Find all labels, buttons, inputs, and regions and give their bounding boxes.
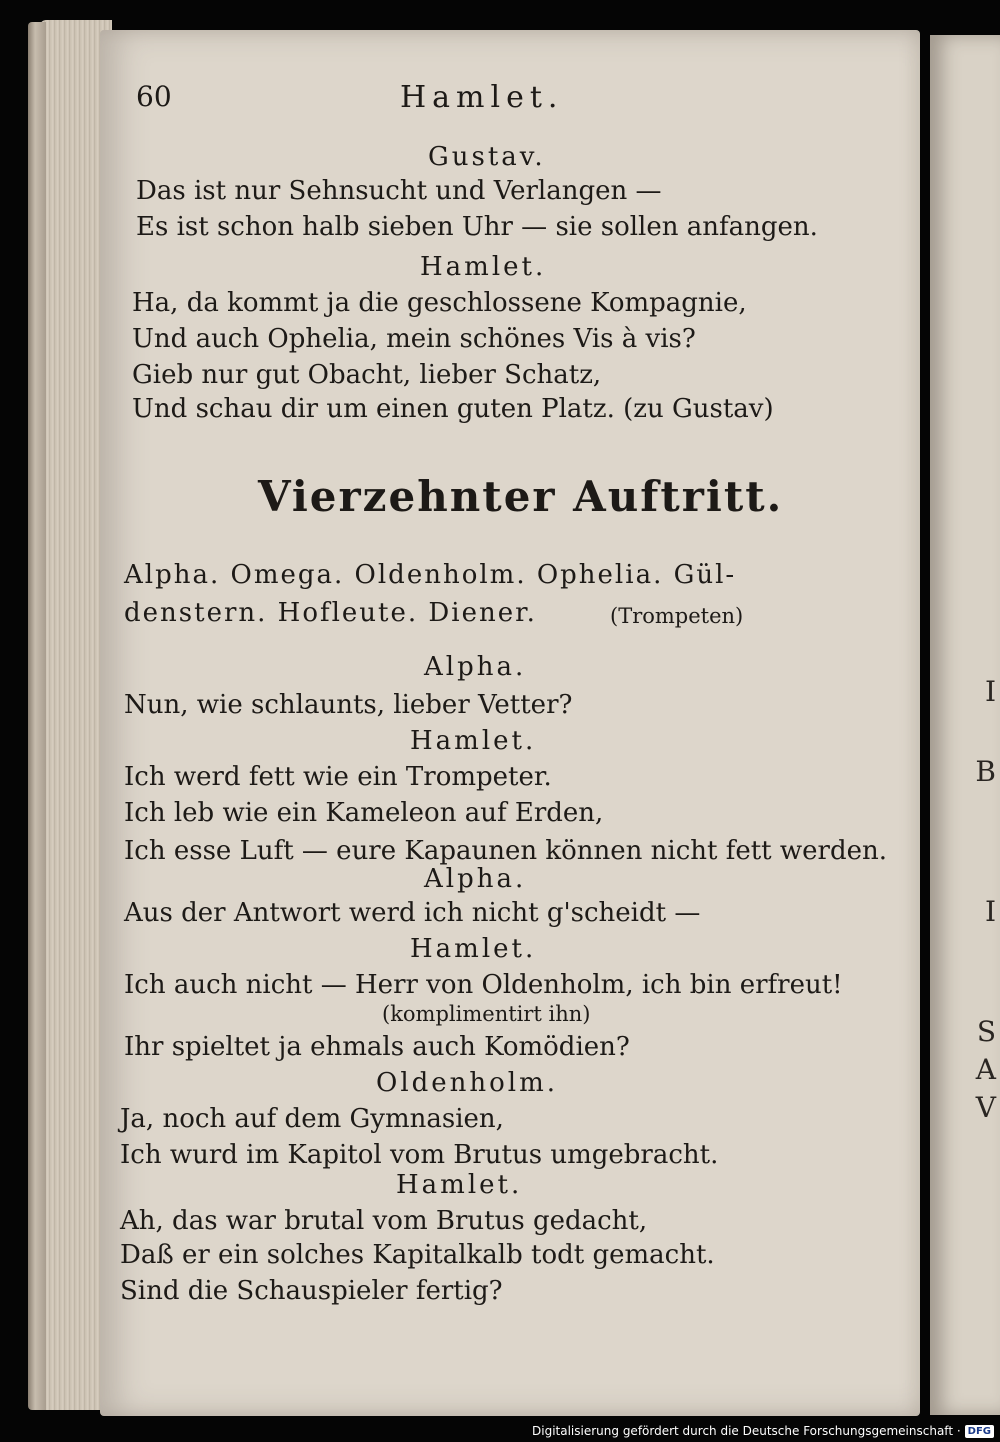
verse-line: Ihr spieltet ja ehmals auch Komödien? — [124, 1032, 630, 1062]
next-page-fragment: S — [976, 1015, 996, 1048]
verse-line: Aus der Antwort werd ich nicht g'scheidt — — [124, 898, 701, 928]
stage-direction: (Trompeten) — [610, 604, 744, 628]
next-page-fragment: A — [975, 1053, 996, 1086]
book-edge — [28, 22, 46, 1410]
verse-line: Ich esse Luft — eure Kapaunen können nicht fett werden. — [124, 836, 888, 866]
verse-line: Ich auch nicht — Herr von Oldenholm, ich bin erfreut! — [124, 970, 843, 1000]
verse-line: Es ist schon halb sieben Uhr — sie sollen anfangen. — [136, 212, 818, 242]
cast-list: denstern. Hofleute. Diener. — [124, 598, 537, 628]
scene-heading: Vierzehnter Auftritt. — [258, 472, 784, 521]
verse-line: Daß er ein solches Kapitalkalb todt gemacht. — [120, 1240, 715, 1270]
speaker-name: Hamlet. — [410, 726, 537, 756]
digitization-footer — [532, 1420, 1000, 1442]
next-page-fragment: B — [975, 755, 996, 788]
next-page-fragment: V — [975, 1091, 996, 1124]
verse-line: Gieb nur gut Obacht, lieber Schatz, — [132, 360, 602, 390]
running-title: Hamlet. — [400, 80, 564, 115]
verse-line: Ich werd fett wie ein Trompeter. — [124, 762, 552, 792]
verse-line: Ich leb wie ein Kameleon auf Erden, — [124, 798, 604, 828]
stage-direction: (komplimentirt ihn) — [382, 1002, 591, 1026]
verse-line: Ja, noch auf dem Gymnasien, — [120, 1104, 504, 1134]
speaker-name: Alpha. — [424, 652, 527, 682]
next-page-edge — [930, 35, 1000, 1415]
verse-line: Und schau dir um einen guten Platz. (zu Gustav) — [132, 394, 774, 424]
verse-line: Ah, das war brutal vom Brutus gedacht, — [120, 1206, 648, 1236]
footer-credit: Digitalisierung gefördert durch die Deutsche Forschungsgemeinschaft · — [532, 1424, 961, 1438]
speaker-name: Oldenholm. — [376, 1068, 559, 1098]
next-page-fragment: I — [984, 895, 996, 928]
next-page-fragment: I — [984, 675, 996, 708]
speaker-name: Hamlet. — [396, 1170, 523, 1200]
verse-line: Und auch Ophelia, mein schönes Vis à vis? — [132, 324, 696, 354]
speaker-name: Hamlet. — [420, 252, 547, 282]
cast-list: Alpha. Omega. Oldenholm. Ophelia. Gül- — [124, 560, 737, 590]
speaker-name: Alpha. — [424, 864, 527, 894]
verse-line: Sind die Schauspieler fertig? — [120, 1276, 503, 1306]
page-number: 60 — [136, 80, 172, 113]
verse-line: Ha, da kommt ja die geschlossene Kompagnie, — [132, 288, 747, 318]
verse-line: Das ist nur Sehnsucht und Verlangen — — [136, 176, 662, 206]
verse-line: Nun, wie schlaunts, lieber Vetter? — [124, 690, 573, 720]
dfg-logo-icon: DFG — [965, 1425, 994, 1438]
speaker-name: Hamlet. — [410, 934, 537, 964]
verse-line: Ich wurd im Kapitol vom Brutus umgebracht. — [120, 1140, 719, 1170]
speaker-name: Gustav. — [428, 142, 546, 172]
